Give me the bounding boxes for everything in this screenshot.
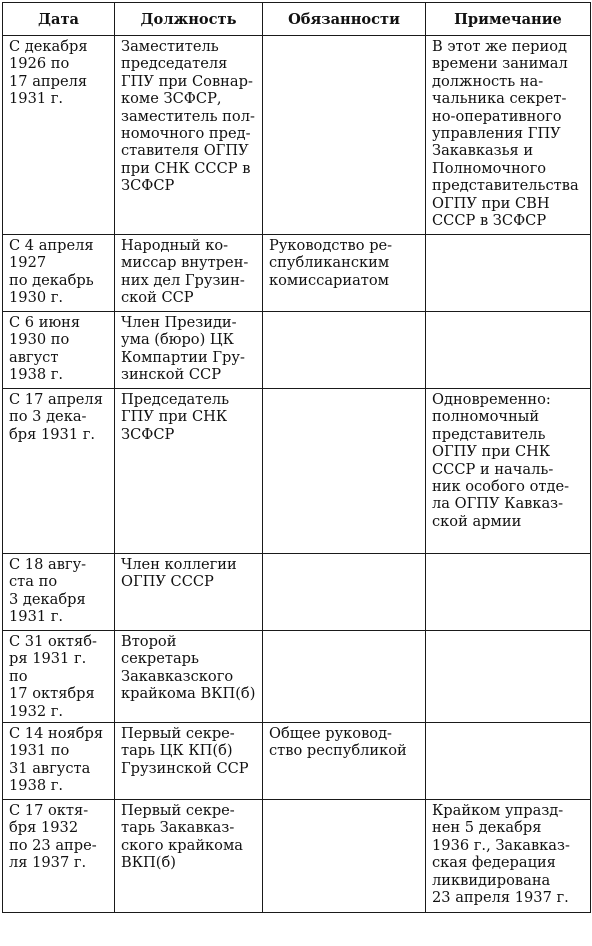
cell-position: Председатель ГПУ при СНК ЗСФСР — [115, 389, 263, 554]
cell-duties — [263, 631, 426, 723]
cell-note: В этот же период времени занимал должность на- чальника секрет- но-оперативного управления ГПУ Закавказья и Полномочного представительства ОГПУ при СВН СССР в ЗСФСР — [426, 36, 591, 235]
header-date: Дата — [3, 3, 115, 36]
cell-date: С 4 апреля 1927 по декабрь 1930 г. — [3, 235, 115, 312]
header-position: Должность — [115, 3, 263, 36]
cell-note — [426, 312, 591, 389]
cell-date: С 17 апреля по 3 дека- бря 1931 г. — [3, 389, 115, 554]
header-duties: Обязанности — [263, 3, 426, 36]
table-row — [3, 235, 591, 312]
table-row — [3, 312, 591, 389]
positions-table — [2, 2, 591, 913]
cell-note — [426, 235, 591, 312]
cell-date: С 6 июня 1930 по август 1938 г. — [3, 312, 115, 389]
cell-date: С 17 октя- бря 1932 по 23 апре- ля 1937 г. — [3, 800, 115, 913]
header-note: Примечание — [426, 3, 591, 36]
cell-position: Народный ко- миссар внутрен- них дел Грузин- ской ССР — [115, 235, 263, 312]
table-row — [3, 554, 591, 631]
cell-position: Первый секре- тарь ЦК КП(б) Грузинской ССР — [115, 723, 263, 800]
table-row — [3, 723, 591, 800]
cell-duties — [263, 389, 426, 554]
cell-duties: Руководство ре- спубликанским комиссариатом — [263, 235, 426, 312]
table-row — [3, 36, 591, 235]
cell-date: С 31 октяб- ря 1931 г. по 17 октября 1932 г. — [3, 631, 115, 723]
cell-duties — [263, 312, 426, 389]
cell-note — [426, 554, 591, 631]
cell-position: Член Президи- ума (бюро) ЦК Компартии Гру- зинской ССР — [115, 312, 263, 389]
cell-date: С декабря 1926 по 17 апреля 1931 г. — [3, 36, 115, 235]
table-header-row — [3, 3, 591, 36]
table-row — [3, 800, 591, 913]
cell-note: Крайком упразд- нен 5 декабря 1936 г., Закавказ- ская федерация ликвидирована 23 апреля 1937 г. — [426, 800, 591, 913]
cell-note — [426, 631, 591, 723]
table-row — [3, 389, 591, 554]
cell-date: С 18 авгу- ста по 3 декабря 1931 г. — [3, 554, 115, 631]
cell-note — [426, 723, 591, 800]
cell-duties: Общее руковод- ство республикой — [263, 723, 426, 800]
cell-position: Второй секретарь Закавказского крайкома ВКП(б) — [115, 631, 263, 723]
cell-position: Заместитель председателя ГПУ при Совнар- коме ЗСФСР, заместитель пол- номочного пред- ставителя ОГПУ при СНК СССР в ЗСФСР — [115, 36, 263, 235]
cell-duties — [263, 800, 426, 913]
cell-position: Первый секре- тарь Закавказ- ского крайкома ВКП(б) — [115, 800, 263, 913]
cell-position: Член коллегии ОГПУ СССР — [115, 554, 263, 631]
cell-duties — [263, 554, 426, 631]
cell-note: Одновременно: полномочный представитель ОГПУ при СНК СССР и началь- ник особого отде- ла ОГПУ Кавказ- ской армии — [426, 389, 591, 554]
cell-date: С 14 ноября 1931 по 31 августа 1938 г. — [3, 723, 115, 800]
cell-duties — [263, 36, 426, 235]
table-row — [3, 631, 591, 723]
